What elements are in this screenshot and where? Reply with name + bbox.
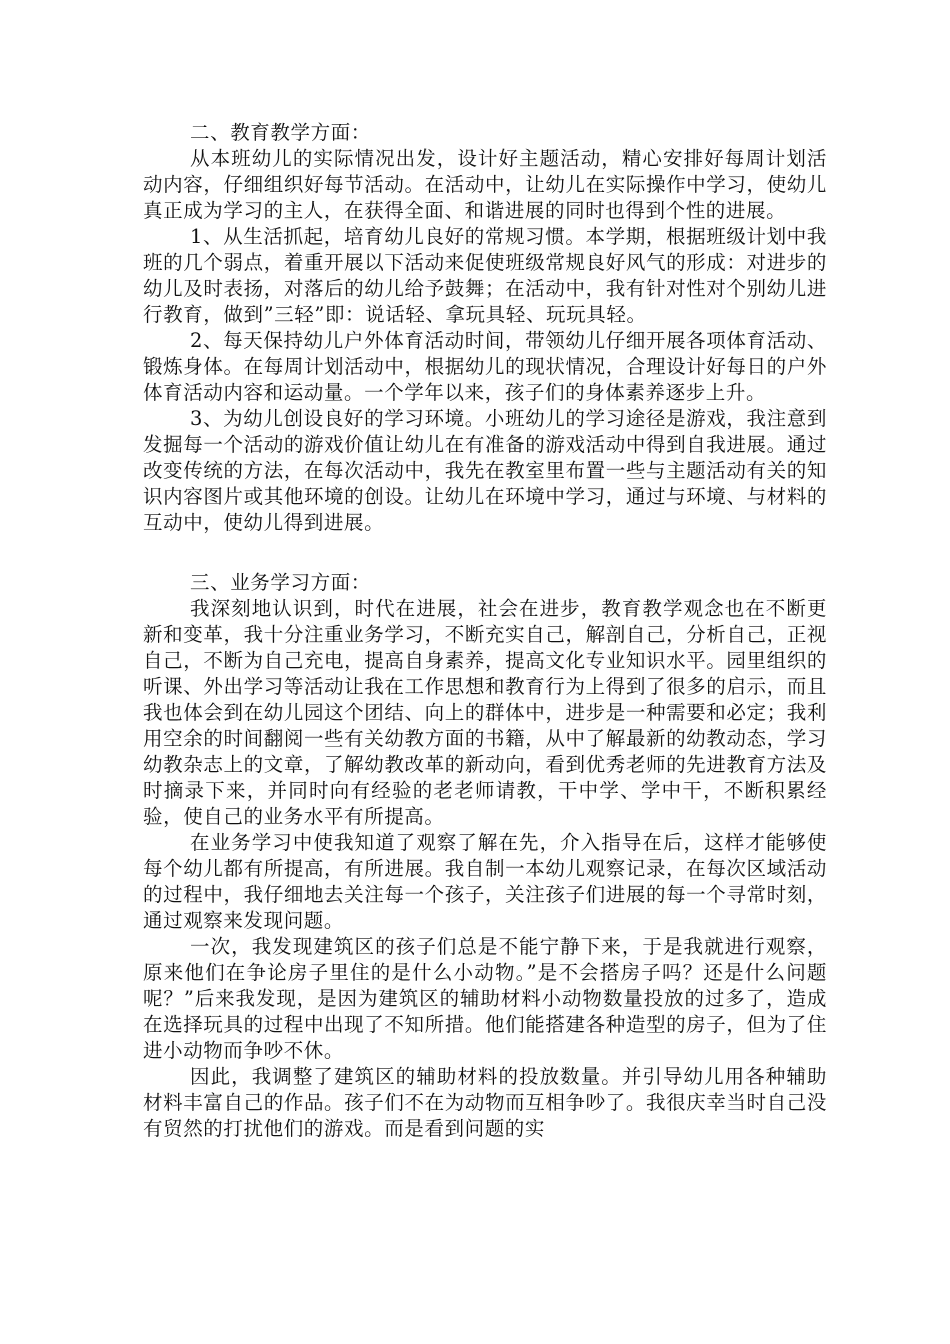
paragraph: 2、每天保持幼儿户外体育活动时间，带领幼儿仔细开展各项体育活动、锻炼身体。在每周计划活动中，根据幼儿的现状情况，合理设计好每日的户外体育活动内容和运动量。一个学年以来，孩子们的身体素养逐步上升。 (143, 329, 827, 404)
paragraph: 在业务学习中使我知道了观察了解在先，介入指导在后，这样才能够使每个幼儿都有所提高，有所进展。我自制一本幼儿观察记录，在每次区域活动的过程中，我仔细地去关注每一个孩子，关注孩子们进展的每一个寻常时刻，通过观察来发现问题。 (143, 831, 827, 932)
paragraph: 一次，我发现建筑区的孩子们总是不能宁静下来，于是我就进行观察，原来他们在争论房子里住的是什么小动物。”是不会搭房子吗？还是什么问题呢？”后来我发现，是因为建筑区的辅助材料小动物数量投放的过多了，造成在选择玩具的过程中出现了不知所措。他们能搭建各种造型的房子，但为了住进小动物而争吵不休。 (143, 935, 827, 1062)
paragraph: 我深刻地认识到，时代在进展，社会在进步，教育教学观念也在不断更新和变革，我十分注重业务学习，不断充实自己，解剖自己，分析自己，正视自己，不断为自己充电，提高自身素养，提高文化专业知识水平。园里组织的听课、外出学习等活动让我在工作思想和教育行为上得到了很多的启示，而且我也体会到在幼儿园这个团结、向上的群体中，进步是一种需要和必定；我利用空余的时间翻阅一些有关幼教方面的书籍，从中了解最新的幼教动态，学习幼教杂志上的文章，了解幼教改革的新动向，看到优秀老师的先进教育方法及时摘录下来，并同时向有经验的老老师请教，干中学、学中干，不断积累经验，使自己的业务水平有所提高。 (143, 597, 827, 828)
paragraph: 从本班幼儿的实际情况出发，设计好主题活动，精心安排好每周计划活动内容，仔细组织好每节活动。在活动中，让幼儿在实际操作中学习，使幼儿真正成为学习的主人，在获得全面、和谐进展的同时也得到个性的进展。 (143, 147, 827, 222)
paragraph: 1、从生活抓起，培育幼儿良好的常规习惯。本学期，根据班级计划中我班的几个弱点，着重开展以下活动来促使班级常规良好风气的形成：对进步的幼儿及时表扬，对落后的幼儿给予鼓舞；在活动中，我有针对性对个别幼儿进行教育，做到”三轻”即：说话轻、拿玩具轻、玩玩具轻。 (143, 225, 827, 326)
section-heading-professional-study: 三、业务学习方面： (190, 571, 371, 594)
section-divider-space (143, 536, 827, 570)
paragraph: 3、为幼儿创设良好的学习环境。小班幼儿的学习途径是游戏，我注意到发掘每一个活动的游戏价值让幼儿在有准备的游戏活动中得到自我进展。通过改变传统的方法，在每次活动中，我先在教室里布置一些与主题活动有关的知识内容图片或其他环境的创设。让幼儿在环境中学习，通过与环境、与材料的互动中，使幼儿得到进展。 (143, 407, 827, 534)
section-heading-education: 二、教育教学方面： (190, 121, 371, 144)
document-page (143, 120, 827, 1142)
paragraph: 因此，我调整了建筑区的辅助材料的投放数量。并引导幼儿用各种辅助材料丰富自己的作品。孩子们不在为动物而互相争吵了。我很庆幸当时自己没有贸然的打扰他们的游戏。而是看到问题的实 (143, 1065, 827, 1140)
